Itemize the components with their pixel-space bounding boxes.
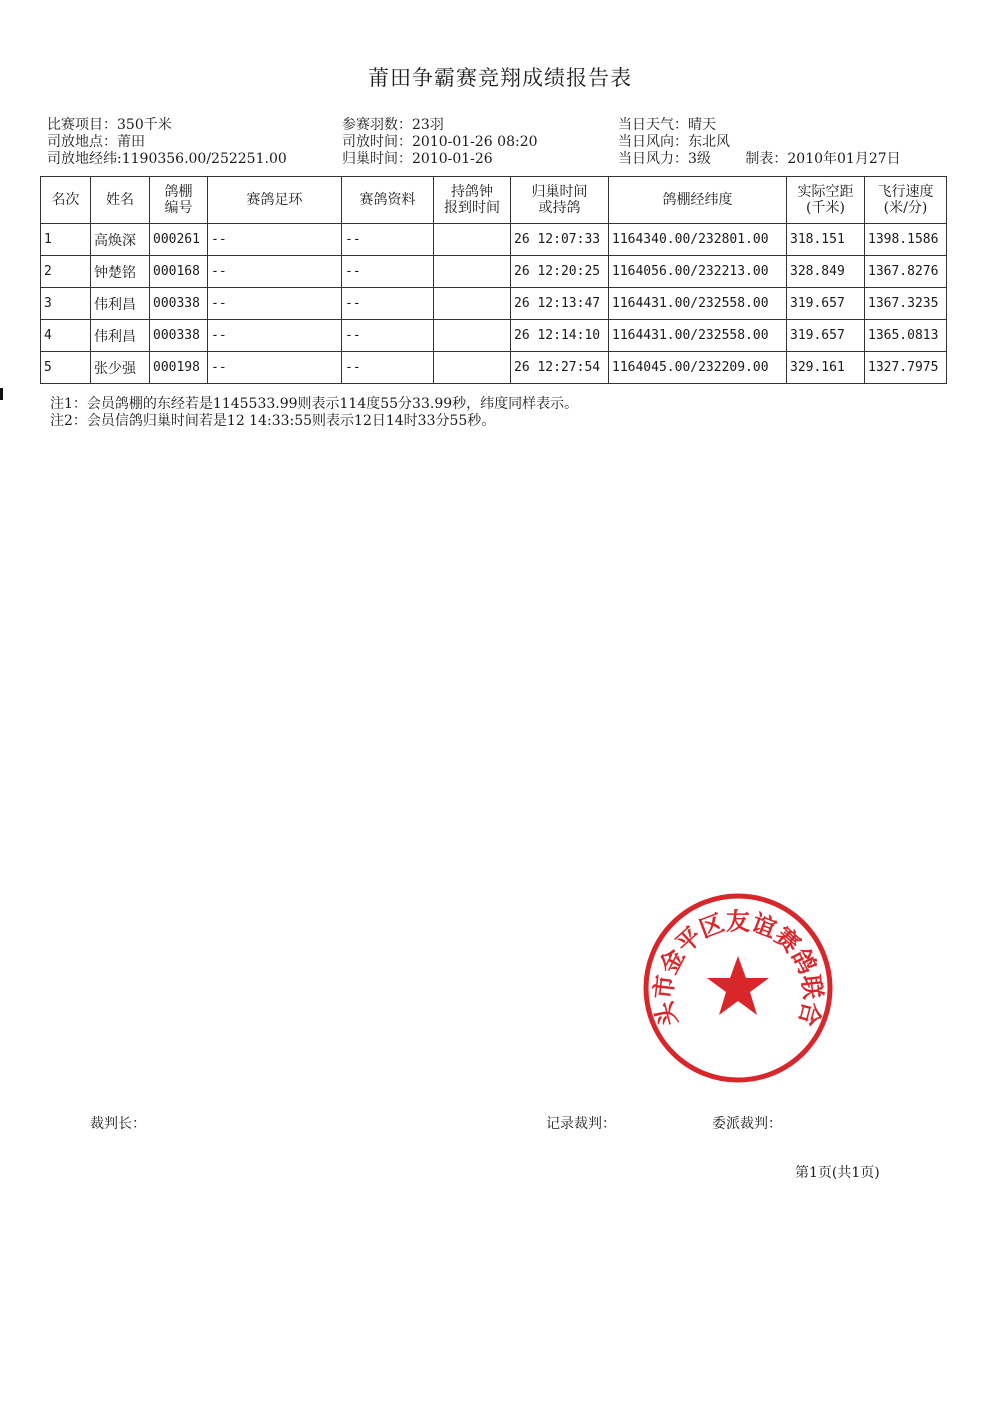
- cell-distance: 318.151: [787, 224, 865, 256]
- cell-coords: 1164056.00/232213.00: [609, 256, 787, 288]
- cell-name: 钟楚铭: [91, 256, 150, 288]
- table-row: [41, 352, 947, 384]
- header-coords: 鸽棚经纬度: [609, 177, 787, 224]
- seal-image: [638, 888, 838, 1088]
- chief-referee-label: 裁判长：: [90, 1116, 146, 1132]
- cell-info: --: [342, 256, 434, 288]
- info-release-time: 司放时间：2010-01-26 08:20: [342, 134, 538, 150]
- header-clock-time: 持鸽钟 报到时间: [434, 177, 511, 224]
- cell-clock-time: [434, 320, 511, 352]
- info-column-2: [342, 117, 538, 168]
- info-weather: 当日天气：晴天: [618, 117, 716, 133]
- info-column-1: [47, 117, 287, 168]
- info-made-date: 制表：2010年01月27日: [745, 151, 901, 167]
- cell-loft-id: 000198: [150, 352, 208, 384]
- info-entries: 参赛羽数：23羽: [342, 117, 444, 133]
- header-rank: 名次: [41, 177, 91, 224]
- cell-info: --: [342, 352, 434, 384]
- cell-name: 伟利昌: [91, 288, 150, 320]
- table-row: [41, 224, 947, 256]
- cell-loft-id: 000338: [150, 288, 208, 320]
- official-seal: [638, 888, 838, 1088]
- cell-distance: 328.849: [787, 256, 865, 288]
- page-title: 莆田争霸赛竞翔成绩报告表: [368, 66, 632, 90]
- note-1: 注1：会员鸽棚的东经若是1145533.99则表示114度55分33.99秒，纬度同样表示。: [50, 396, 579, 412]
- header-name: 姓名: [91, 177, 150, 224]
- svg-text:汕头市金平区友谊赛鸽联合会: [638, 888, 828, 1029]
- cell-loft-id: 000261: [150, 224, 208, 256]
- info-release-coords: 司放地经纬:1190356.00/252251.00: [47, 151, 287, 167]
- cell-coords: 1164431.00/232558.00: [609, 288, 787, 320]
- results-table: [40, 176, 947, 384]
- cell-speed: 1367.8276: [865, 256, 947, 288]
- cell-info: --: [342, 288, 434, 320]
- cell-return-time: 26 12:20:25: [511, 256, 609, 288]
- cell-loft-id: 000338: [150, 320, 208, 352]
- header-info: 赛鸽资料: [342, 177, 434, 224]
- header-return-time: 归巢时间 或持鸽: [511, 177, 609, 224]
- info-wind-direction: 当日风向：东北风: [618, 134, 730, 150]
- cell-ring: --: [208, 224, 342, 256]
- header-distance: 实际空距 (千米): [787, 177, 865, 224]
- cell-rank: 3: [41, 288, 91, 320]
- info-release-place: 司放地点：莆田: [47, 134, 145, 150]
- cell-ring: --: [208, 320, 342, 352]
- cell-speed: 1365.0813: [865, 320, 947, 352]
- assigned-referee-label: 委派裁判：: [712, 1116, 782, 1132]
- cell-info: --: [342, 320, 434, 352]
- cell-coords: 1164045.00/232209.00: [609, 352, 787, 384]
- info-column-3: [618, 117, 901, 168]
- table-row: [41, 320, 947, 352]
- cell-speed: 1398.1586: [865, 224, 947, 256]
- cell-distance: 329.161: [787, 352, 865, 384]
- note-2: 注2：会员信鸽归巢时间若是12 14:33:55则表示12日14时33分55秒。: [50, 413, 496, 429]
- notes: [50, 396, 578, 430]
- cell-speed: 1327.7975: [865, 352, 947, 384]
- cell-name: 高焕深: [91, 224, 150, 256]
- recording-referee-label: 记录裁判：: [546, 1116, 616, 1132]
- cell-name: 张少强: [91, 352, 150, 384]
- cell-clock-time: [434, 224, 511, 256]
- cell-rank: 2: [41, 256, 91, 288]
- cell-return-time: 26 12:07:33: [511, 224, 609, 256]
- info-wind-force: [618, 151, 901, 168]
- cell-distance: 319.657: [787, 288, 865, 320]
- cell-rank: 4: [41, 320, 91, 352]
- cell-ring: --: [208, 288, 342, 320]
- cell-rank: 1: [41, 224, 91, 256]
- cell-ring: --: [208, 256, 342, 288]
- cell-rank: 5: [41, 352, 91, 384]
- cell-clock-time: [434, 352, 511, 384]
- cell-return-time: 26 12:14:10: [511, 320, 609, 352]
- info-wind-force-value: 当日风力：3级: [618, 151, 711, 167]
- seal-text: 头市金平区友谊赛鸽联合: [648, 906, 828, 1030]
- cell-clock-time: [434, 288, 511, 320]
- cell-ring: --: [208, 352, 342, 384]
- cell-coords: 1164340.00/232801.00: [609, 224, 787, 256]
- cell-loft-id: 000168: [150, 256, 208, 288]
- page-number: 第1页(共1页): [795, 1165, 880, 1181]
- cell-return-time: 26 12:13:47: [511, 288, 609, 320]
- table-row: [41, 256, 947, 288]
- cell-distance: 319.657: [787, 320, 865, 352]
- cell-info: --: [342, 224, 434, 256]
- info-race-item: 比赛项目：350千米: [47, 117, 172, 133]
- header-speed: 飞行速度 (米/分): [865, 177, 947, 224]
- scan-edge-mark: [0, 388, 3, 400]
- cell-clock-time: [434, 256, 511, 288]
- cell-name: 伟利昌: [91, 320, 150, 352]
- cell-return-time: 26 12:27:54: [511, 352, 609, 384]
- info-return-time: 归巢时间：2010-01-26: [342, 151, 493, 167]
- cell-speed: 1367.3235: [865, 288, 947, 320]
- table-row: [41, 288, 947, 320]
- header-loft-id: 鸽棚 编号: [150, 177, 208, 224]
- table-header-row: [41, 177, 947, 224]
- cell-coords: 1164431.00/232558.00: [609, 320, 787, 352]
- header-ring: 赛鸽足环: [208, 177, 342, 224]
